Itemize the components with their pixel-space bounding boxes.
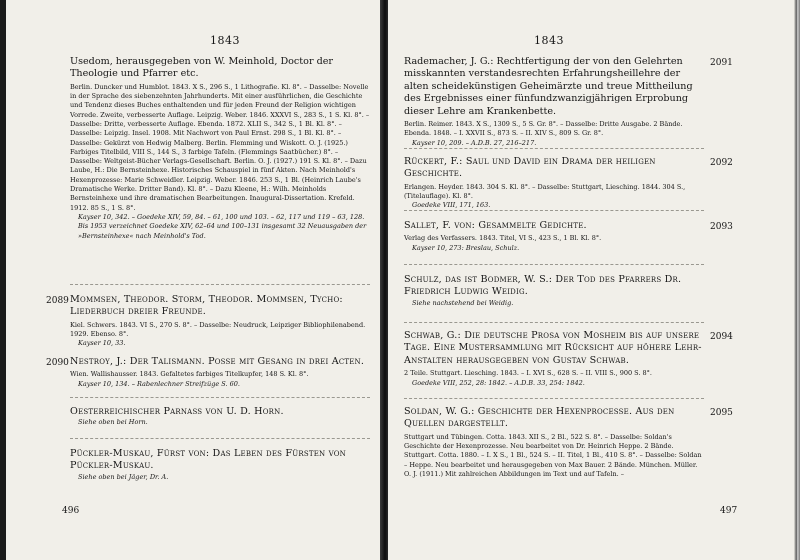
entry-note: Siehe nachstehend bei Weidig. (412, 298, 514, 307)
entry-2092 (404, 156, 733, 211)
page-year: 1843 (534, 34, 564, 47)
entry-2091 (404, 56, 733, 148)
entry-number: 2095 (710, 408, 733, 418)
entry-body: Erlangen. Heyder. 1843. 304 S. Kl. 8°. – Dasselbe: Stuttgart, Liesching. 1844. 304 S., (Titelauflage). Kl. 8°. (404, 182, 686, 201)
divider (70, 397, 370, 398)
right-page (388, 0, 798, 560)
entry-number: 2090 (46, 358, 69, 368)
page-edge (794, 0, 800, 560)
entry-heading: Pückler-Muskau, Fürst von: Das Leben des Fürsten von Pückler-Muskau. (70, 448, 346, 472)
entry-heading: Schwab, G.: Die deutsche Prosa von Mosheim bis auf unsere Tage. Eine Mustersammlung mit Rücksicht auf höhere Lehr-Anstalten herausgegeben von Gustav Schwab. (404, 330, 702, 366)
divider (404, 322, 704, 323)
entry-number: 2089 (46, 296, 69, 306)
entry-note: Goedeke VIII, 171, 163. (412, 201, 491, 210)
divider (70, 438, 370, 439)
entry-note: Kayser 10, 273: Breslau, Schulz. (412, 243, 520, 252)
entry-note: Kayser 10, 342. – Goedeke XIV, 59, 84. – 61, 100 und 103. – 62, 117 und 119 – 63, 128. Bis 1953 verzeichnet Goedeke XIV, 62–64 und 100–131 insgesamt 32 Neuausgaben der »Bernsteinhexe« nach Meinhold's Tod. (78, 212, 367, 240)
divider (70, 284, 370, 285)
entry-heading: Oesterreichischer Parnass von U. D. Horn. (70, 406, 284, 417)
entry-number: 2093 (710, 222, 733, 232)
entry-2089 (46, 294, 370, 349)
entry-heading: Rademacher, J. G.: Rechtfertigung der von den Gelehrten misskannten verstandesrechten Erfahrungsheillehre der alten scheidekünstigen Geheimärzte und treue Mittheilung des Ergebnisses einer fünfundzwanzigjährigen Erprobung dieser Lehre am Krankenbette. (404, 56, 693, 117)
divider (404, 398, 704, 399)
page-number: 496 (62, 506, 80, 516)
entry-note: Siehe oben bei Horn. (78, 418, 148, 427)
entry-body: Berlin. Duncker und Humblot. 1843. X S., 296 S., 1 Lithografie. Kl. 8°. – Dasselbe: Novelle in der Sprache des siebenzehnten Jahrhunderts. Mit einer ausführlichen, die Geschichte und Tendenz dieses Buches enthaltenden und für jeden Freund der Religion wichtigen Vorrede. Zweite, verbesserte Auflage. Leipzig. Weber. 1846. XXXVI S., 283 S., 1 S. Kl. 8°. – Dasselbe: Dritte, verbesserte Auflage. Ebenda. 1872. XLII S., 342 S., 1 Bl. Kl. 8°. – Dasselbe: Leipzig. Insel. 1908. Mit Nachwort von Paul Ernst. 298 S., 1 Bl. Kl. 8°. – Dasselbe: Gekürzt von Hedwig Malberg. Berlin. Flemming und Wiskott. O. J. (1925.) Farbiges Titelbild, VIII S., 144 S., 3 farbige Tafeln. (Flemmings Saatbücher.) 8°. – Dasselbe: Weltgeist-Bücher Verlags-Gesellschaft. Berlin. O. J. (1927.) 191 S. Kl. 8°. – Dazu Laube, H.: Die Bernsteinhexe. Historisches Schauspiel in fünf Akten. Nach Meinhold's Hexenprozesse: Marie Schweidler. Leipzig. Weber. 1846. 253 S., 1 Bl. (Heinrich Laube's Dramatische Werke. Dritter Band). Kl. 8°. – Dazu Kleene, H.: Wilh. Meinholds Bernsteinhexe und ihre dramatischen Bearbeitungen. Inaugural-Dissertation. Krefeld. 1912. 85 S., 1 S. 8°. (70, 82, 370, 212)
entry-body: Berlin. Reimer. 1843. X S., 1309 S., 5 S. Gr. 8°. – Dasselbe: Dritte Ausgabe. 2 Bände. Ebenda. 1848. – I. XXVII S., 873 S. – II. XIV S., 809 S. Gr. 8°. (404, 120, 683, 138)
entry-note: Kayser 10, 134. – Rabenlechner Streifzüge S. 60. (78, 379, 240, 388)
entry-heading: Schulz, das ist Bodmer, W. S.: Der Tod des Pfarrers Dr. Friedrich Ludwig Weidig. (404, 274, 682, 298)
divider (404, 264, 704, 265)
entry-heading: Rückert, F.: Saul und David ein Drama der heiligen Geschichte. (404, 156, 656, 180)
page-year: 1843 (210, 34, 240, 47)
entry-note: Kayser 10, 33. (78, 339, 126, 348)
entry-2093 (404, 220, 733, 253)
entry-note: Kayser 10, 209. – A.D.B. 27, 216–217. (412, 138, 537, 147)
entry-heading: Soldan, W. G.: Geschichte der Hexenprocesse. Aus den Quellen dargestellt. (404, 406, 675, 430)
entry-heading: Mommsen, Theodor. Storm, Theodor. Mommsen, Tycho: Liederbuch dreier Freunde. (70, 294, 343, 318)
entry-usedom (70, 56, 370, 241)
entry-heading: Sallet, F. von: Gesammelte Gedichte. (404, 220, 587, 231)
entry-2094 (404, 330, 733, 388)
entry-2090 (46, 356, 370, 389)
entry-number: 2092 (710, 158, 733, 168)
entry-body: Stuttgart und Tübingen. Cotta. 1843. XII S., 2 Bl., 522 S. 8°. – Dasselbe: Soldan's Geschichte der Hexenprozesse. Neu bearbeitet von Dr. Heinrich Heppe. 2 Bände. Stuttgart. Cotta. 1880. – I. X S., 1 Bl., 524 S. – II. Titel, 1 Bl., 410 S. 8°. – Dasselbe: Soldan – Heppe. Neu bearbeitet und herausgegeben von Max Bauer. 2 Bände. München. Müller. O. J. (1911.) Mit zahlreichen Abbildungen im Text und auf Tafeln. – (404, 432, 702, 478)
entry-body: Verlag des Verfassers. 1843. Titel, VI S., 423 S., 1 Bl. Kl. 8°. (404, 234, 602, 243)
entry-heading: Usedom, herausgegeben von W. Meinhold, Doctor der Theologie und Pfarrer etc. (70, 56, 333, 80)
entry-note: Siehe oben bei Jäger, Dr. A. (78, 472, 169, 481)
entry-2095 (404, 406, 733, 479)
entry-pueckler-muskau (70, 448, 370, 482)
divider (404, 210, 704, 211)
entry-schulz-bodmer (404, 274, 704, 308)
entry-number: 2094 (710, 332, 733, 342)
divider (404, 148, 704, 149)
entry-oesterreichischer-parnass (70, 406, 370, 428)
page-number: 497 (720, 506, 738, 516)
entry-body: Kiel. Schwers. 1843. VI S., 270 S. 8°. – Dasselbe: Neudruck, Leipziger Bibliophilenabend. 1929. Ebenso. 8°. (70, 320, 366, 339)
entry-body: Wien. Wallishausser. 1843. Gefaltetes farbiges Titelkupfer, 148 S. Kl. 8°. (70, 370, 309, 379)
left-page (6, 0, 384, 560)
entry-number: 2091 (710, 58, 733, 68)
entry-note: Goedeke VIII, 252, 28: 1842. – A.D.B. 33, 254: 1842. (412, 378, 585, 387)
entry-body: 2 Teile. Stuttgart. Liesching. 1843. – I. XVI S., 628 S. – II. VIII S., 900 S. 8°. (404, 369, 652, 378)
entry-heading: Nestroy, J.: Der Talismann. Posse mit Gesang in drei Acten. (70, 356, 365, 367)
